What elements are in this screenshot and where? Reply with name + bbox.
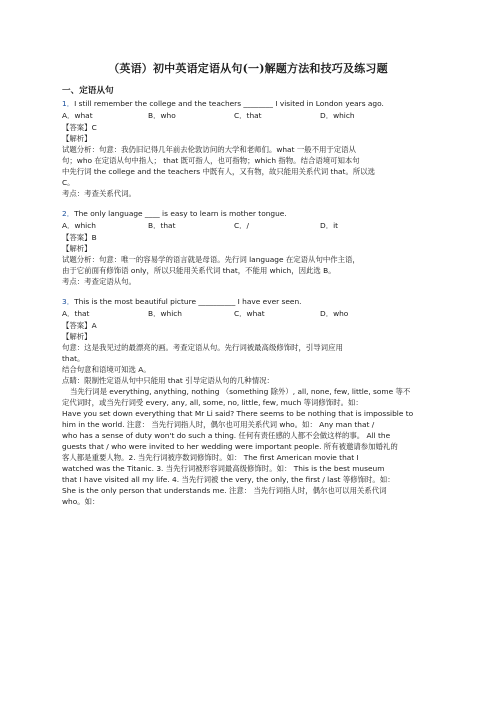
analysis-line: who。如： — [62, 497, 100, 506]
questions-content — [62, 98, 434, 507]
analysis-line: that。 — [62, 354, 85, 363]
option-a: A．what — [62, 111, 93, 120]
analysis-label: 【解析】 — [62, 332, 92, 341]
option-c: C．what — [234, 309, 265, 318]
answer-label: 【答案】B — [62, 233, 97, 242]
analysis-line: 由于它前面有修饰语 only，所以只能用关系代词 that，不能用 which，因此选 B。 — [62, 266, 336, 275]
option-a: A．which — [62, 221, 96, 230]
option-b: B．which — [148, 309, 182, 318]
analysis-line: 试题分析：句意：我仍旧记得几年前去伦敦访问的大学和老师们。what 一般不用于定语从 — [62, 145, 356, 154]
analysis-line: watched was the Titanic. 3. 当先行词被形容词最高级修饰时。如： This is the best museum — [62, 464, 385, 473]
question-text: This is the most beautiful picture __________ I have ever seen. — [74, 297, 302, 306]
question-number: 2． — [62, 209, 75, 218]
answer-label: 【答案】C — [62, 123, 97, 132]
option-b: B．that — [148, 221, 176, 230]
analysis-line: She is the only person that understands me. 注意： 当先行词指人时，偶尔也可以用关系代词 — [62, 486, 387, 495]
analysis-line: 中先行词 the college and the teachers 中既有人，又有物，故只能用关系代词 that。所以选 — [62, 167, 376, 176]
option-b: B．who — [148, 111, 176, 120]
question-number: 3． — [62, 297, 75, 306]
question-text: I still remember the college and the teachers ________ I visited in London years ago. — [74, 99, 384, 108]
analysis-line: C。 — [62, 178, 75, 187]
option-c: C．/ — [234, 221, 250, 230]
question-1-stem — [62, 98, 434, 109]
analysis-line: 考点：考查关系代词。 — [62, 189, 136, 198]
option-c: C．that — [234, 111, 262, 120]
option-d: D．it — [320, 221, 339, 230]
question-text: The only language ____ is easy to learn is mother tongue. — [74, 209, 287, 218]
option-d: D．which — [320, 111, 355, 120]
analysis-line: 点睛：限制性定语从句中只能用 that 引导定语从句的几种情况： — [62, 376, 274, 385]
analysis-line: 当先行词是 everything, anything, nothing （something 除外）, all, none, few, little, some 等不 — [70, 387, 411, 396]
analysis-line: 试题分析：句意：唯一的容易学的语言就是母语。先行词 language 在定语从句中作主语， — [62, 255, 360, 264]
answer-label: 【答案】A — [62, 321, 97, 330]
question-3 — [62, 296, 434, 507]
page-title: （英语）初中英语定语从句(一)解题方法和技巧及练习题 — [108, 62, 388, 75]
analysis-label: 【解析】 — [62, 244, 92, 253]
question-3-stem — [62, 296, 434, 307]
question-1 — [62, 98, 434, 199]
analysis-line: 定代词时，或当先行词受 every, any, all, some, no, little, few, much 等词修饰时。如： — [62, 398, 363, 407]
analysis-line: 结合句意和语境可知选 A。 — [62, 365, 151, 374]
analysis-line: who has a sense of duty won't do such a thing. 任何有责任感的人都不会做这样的事。 All the — [62, 431, 391, 440]
analysis-label: 【解析】 — [62, 134, 92, 143]
section-heading: 一、定语从句 — [62, 86, 114, 96]
question-2-options — [62, 219, 434, 232]
question-2-stem — [62, 208, 434, 219]
analysis-line: him in the world. 注意： 当先行词指人时，偶尔也可用关系代词 who。如： Any man that / — [62, 420, 375, 429]
question-1-options — [62, 109, 434, 122]
analysis-line: 句意：这是我见过的最漂亮的画。考查定语从句。先行词被最高级修饰时，引导词应用 — [62, 343, 343, 352]
analysis-line: that I have visited all my life. 4. 当先行词被 the very, the only, the first / last 等修饰时。如： — [62, 475, 395, 484]
question-number: 1． — [62, 99, 75, 108]
analysis-line: Have you set down everything that Mr Li said? There seems to be nothing that is impossible to — [62, 409, 414, 418]
option-a: A．that — [62, 309, 90, 318]
analysis-line: 考点：考查定语从句。 — [62, 277, 136, 286]
question-3-options — [62, 307, 434, 320]
question-2 — [62, 208, 434, 287]
analysis-line: guests that / who were invited to her wedding were important people. 所有被邀请参加婚礼的 — [62, 442, 398, 451]
option-d: D．who — [320, 309, 349, 318]
analysis-line: 句；who 在定语从句中指人； that 既可指人，也可指物；which 指物。结合语境可知本句 — [62, 156, 360, 165]
analysis-line: 客人都是重要人物。2. 当先行词被序数词修饰时。如： The first American movie that I — [62, 453, 359, 462]
